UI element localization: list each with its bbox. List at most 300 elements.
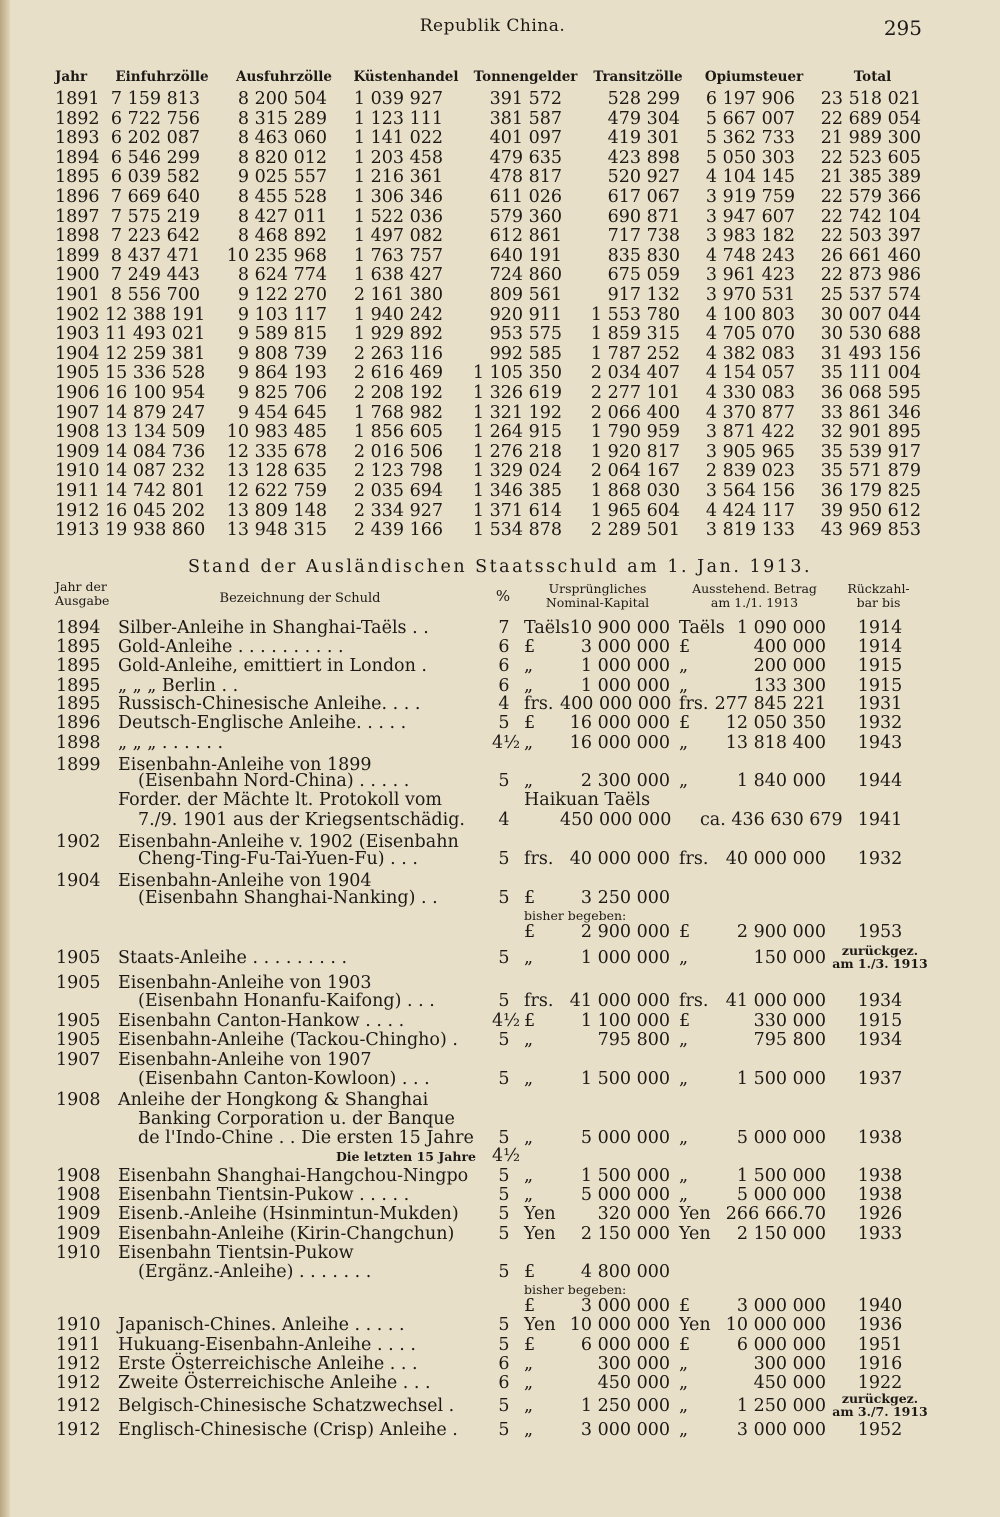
debt-designation-cell: Eisenbahn-Anleihe von 1899 [118, 755, 372, 775]
debt-nominal-value: 1 000 000 [580, 676, 670, 696]
revenue-value-cell: 690 871 [607, 206, 680, 227]
revenue-row [0, 128, 1000, 148]
revenue-value-cell: 10 235 968 [226, 245, 327, 266]
debt-outstanding-currency: £ [679, 713, 691, 733]
revenue-year-cell: 1907 [55, 402, 100, 423]
debt-percent-cell: 5 [498, 1069, 510, 1089]
debt-row [0, 849, 1000, 869]
debt-repayable-cell: 1934 [857, 991, 903, 1011]
debt-percent-cell: 6 [498, 676, 510, 696]
revenue-row [0, 501, 1000, 521]
debt-outstanding-currency: „ [679, 733, 689, 753]
revenue-year-cell: 1902 [55, 304, 100, 325]
revenue-row [0, 305, 1000, 325]
revenue-value-cell: 3 983 182 [705, 226, 795, 247]
debt-designation-cell: Staats-Anleihe . . . . . . . . . [118, 948, 348, 968]
revenue-row [0, 344, 1000, 364]
debt-nominal-value: 1 000 000 [580, 948, 670, 968]
revenue-value-cell: 16 100 954 [105, 383, 206, 403]
debt-repayable-cell: 1937 [857, 1069, 903, 1089]
revenue-value-cell: 13 128 635 [226, 461, 327, 482]
debt-percent-cell: 5 [498, 1166, 510, 1186]
revenue-year-cell: 1910 [55, 461, 100, 482]
debt-outstanding-currency: £ [679, 1335, 691, 1355]
debt-designation-cell: Deutsch-Englische Anleihe. . . . . [118, 713, 407, 733]
revenue-value-cell: 33 861 346 [820, 402, 921, 423]
debt-nominal-currency: „ [524, 948, 534, 968]
revenue-value-cell: 9 589 815 [237, 324, 327, 345]
revenue-value-cell: 14 742 801 [105, 481, 206, 501]
revenue-value-cell: 2 839 023 [705, 461, 795, 482]
debt-year-cell: 1905 [56, 948, 101, 968]
revenue-value-cell: 7 223 642 [110, 226, 200, 247]
revenue-value-cell: 391 572 [489, 89, 562, 109]
revenue-year-cell: 1894 [55, 147, 100, 168]
debt-outstanding-currency: „ [679, 1128, 689, 1148]
revenue-value-cell: 30 530 688 [820, 324, 921, 345]
debt-nominal-currency: „ [524, 1128, 534, 1148]
revenue-value-cell: 611 026 [489, 187, 562, 207]
revenue-value-cell: 528 299 [607, 89, 680, 109]
debt-designation-cell: Eisenbahn-Anleihe von 1903 [118, 973, 372, 993]
debt-percent-cell: 5 [498, 1262, 510, 1282]
revenue-value-cell: 8 455 528 [237, 187, 327, 207]
debt-nominal-currency: Taëls [524, 618, 570, 638]
revenue-value-cell: 25 537 574 [820, 285, 921, 305]
debt-year-cell: 1912 [56, 1354, 101, 1374]
debt-header-nominal-line: Ursprüngliches [548, 581, 647, 596]
debt-nominal-value: 450 000 [597, 1373, 670, 1393]
revenue-row [0, 285, 1000, 305]
debt-nominal-currency: „ [524, 1185, 534, 1205]
debt-designation-cell: Gold-Anleihe, emittiert in London . [118, 656, 427, 676]
debt-designation-cell: de l'Indo-Chine . . Die ersten 15 Jahre [138, 1128, 474, 1148]
revenue-value-cell: 11 493 021 [105, 324, 206, 345]
revenue-value-cell: 6 546 299 [110, 147, 200, 168]
revenue-year-cell: 1911 [55, 481, 100, 501]
revenue-row [0, 461, 1000, 481]
revenue-value-cell: 1 306 346 [353, 187, 443, 207]
revenue-header-cell: Tonnengelder [473, 69, 578, 85]
revenue-row [0, 148, 1000, 168]
revenue-year-cell: 1897 [55, 206, 100, 227]
debt-designation-cell: (Eisenbahn Shanghai-Nanking) . . [138, 888, 438, 908]
debt-nominal-currency: Yen [524, 1315, 556, 1335]
revenue-value-cell: 9 122 270 [237, 285, 327, 305]
debt-nominal-currency: „ [524, 1373, 534, 1393]
debt-repayable-note: zurückgez. [841, 943, 919, 958]
debt-outstanding-currency: „ [679, 1185, 689, 1205]
debt-designation-cell: Eisenbahn-Anleihe v. 1902 (Eisenbahn [118, 832, 459, 852]
revenue-value-cell: 2 263 116 [353, 343, 443, 364]
debt-row [0, 618, 1000, 638]
debt-percent-cell: 6 [498, 1373, 510, 1393]
revenue-value-cell: 2 334 927 [353, 500, 443, 521]
debt-designation-cell: Eisenbahn-Anleihe (Kirin-Changchun) [118, 1224, 455, 1244]
debt-header-repayable [0, 579, 1000, 612]
revenue-year-cell: 1905 [55, 363, 100, 384]
revenue-value-cell: 4 424 117 [705, 500, 795, 521]
revenue-row [0, 187, 1000, 207]
revenue-value-cell: 1 856 605 [353, 422, 443, 443]
debt-nominal-currency: „ [524, 676, 534, 696]
debt-nominal-value: 300 000 [597, 1354, 670, 1374]
debt-nominal-currency: „ [524, 1396, 534, 1416]
revenue-value-cell: 8 820 012 [237, 147, 327, 168]
debt-designation-cell: Eisenbahn-Anleihe von 1904 [118, 871, 372, 891]
revenue-value-cell: 2 035 694 [353, 481, 443, 501]
revenue-value-cell: 419 301 [607, 128, 680, 149]
debt-nominal-currency: frs. [524, 694, 554, 714]
revenue-value-cell: 43 969 853 [820, 520, 921, 541]
debt-year-cell: 1912 [56, 1396, 101, 1416]
debt-designation-cell: Cheng-Ting-Fu-Tai-Yuen-Fu) . . . [138, 849, 418, 869]
debt-outstanding-value: 200 000 [753, 656, 826, 676]
debt-designation-cell: Hukuang-Eisenbahn-Anleihe . . . . [118, 1335, 416, 1355]
revenue-value-cell: 1 123 111 [353, 108, 443, 129]
revenue-value-cell: 2 161 380 [353, 285, 443, 305]
debt-repayable-cell: 1932 [857, 713, 903, 733]
revenue-value-cell: 8 427 011 [237, 206, 327, 227]
page-number: 295 [883, 16, 922, 40]
revenue-value-cell: 13 948 315 [226, 520, 327, 541]
revenue-value-cell: 2 208 192 [353, 383, 443, 403]
debt-designation-cell: Gold-Anleihe . . . . . . . . . . [118, 637, 344, 657]
revenue-value-cell: 917 132 [607, 285, 680, 305]
debt-percent-cell: 5 [498, 771, 510, 791]
debt-year-cell: 1908 [56, 1090, 101, 1110]
revenue-header-cell: Ausfuhrzölle [236, 69, 332, 85]
revenue-value-cell: 35 571 879 [820, 461, 921, 482]
debt-row [0, 733, 1000, 753]
debt-nominal-currency: frs. [524, 991, 554, 1011]
revenue-year-cell: 1909 [55, 441, 100, 462]
revenue-header-row [0, 67, 1000, 87]
debt-repayable-cell: 1951 [857, 1335, 903, 1355]
debt-year-cell: 1912 [56, 1420, 101, 1440]
debt-row [0, 1185, 1000, 1205]
debt-nominal-currency: £ [524, 1011, 536, 1031]
revenue-row [0, 246, 1000, 266]
revenue-header-cell: Jahr [55, 69, 88, 85]
revenue-row [0, 207, 1000, 227]
revenue-value-cell: 30 007 044 [820, 304, 921, 325]
revenue-value-cell: 1 522 036 [353, 206, 443, 227]
revenue-value-cell: 1 329 024 [472, 461, 562, 482]
revenue-value-cell: 1 371 614 [472, 500, 562, 521]
debt-outstanding-value: 150 000 [753, 948, 826, 968]
revenue-value-cell: 1 346 385 [472, 481, 562, 501]
debt-designation-cell: Russisch-Chinesische Anleihe. . . . [118, 694, 421, 714]
revenue-value-cell: 9 103 117 [237, 304, 327, 325]
revenue-row [0, 481, 1000, 501]
debt-year-cell: 1899 [56, 755, 101, 775]
revenue-value-cell: 1 768 982 [353, 402, 443, 423]
debt-outstanding-value: 1 500 000 [736, 1069, 826, 1089]
debt-outstanding-value: 300 000 [753, 1354, 826, 1374]
debt-percent-cell: 5 [498, 713, 510, 733]
debt-outstanding-value: 133 300 [753, 676, 826, 696]
debt-row [0, 676, 1000, 696]
debt-nominal-value: 1 500 000 [580, 1069, 670, 1089]
debt-nominal-currency: „ [524, 1420, 534, 1440]
debt-outstanding-value: 400 000 [753, 637, 826, 657]
revenue-value-cell: 3 919 759 [705, 187, 795, 207]
revenue-value-cell: 8 624 774 [237, 265, 327, 286]
revenue-value-cell: 8 556 700 [110, 285, 200, 305]
debt-outstanding-currency: £ [679, 922, 691, 942]
revenue-value-cell: 12 335 678 [226, 441, 327, 462]
revenue-value-cell: 22 689 054 [820, 108, 921, 129]
revenue-value-cell: 4 154 057 [705, 363, 795, 384]
debt-outstanding-currency: „ [679, 1420, 689, 1440]
debt-repayable-cell: 1915 [857, 656, 903, 676]
revenue-value-cell: 953 575 [489, 324, 562, 345]
revenue-value-cell: 2 034 407 [590, 363, 680, 384]
debt-designation-cell: Anleihe der Hongkong & Shanghai [118, 1090, 429, 1110]
debt-row [0, 1335, 1000, 1355]
revenue-value-cell: 35 111 004 [820, 363, 921, 384]
revenue-header-cell: Total [853, 69, 892, 85]
debt-percent-cell: 4½ [492, 733, 521, 753]
revenue-value-cell: 1 790 959 [590, 422, 680, 443]
debt-nominal-value: 1 000 000 [580, 656, 670, 676]
debt-header-repayable-line: Rückzahl- [847, 581, 910, 596]
debt-nominal-currency: „ [524, 1354, 534, 1374]
debt-year-cell: 1912 [56, 1373, 101, 1393]
debt-repayable-cell: 1933 [857, 1224, 903, 1244]
revenue-value-cell: 8 200 504 [237, 89, 327, 109]
revenue-value-cell: 7 159 813 [110, 89, 200, 109]
debt-nominal-value: 16 000 000 [569, 713, 670, 733]
revenue-value-cell: 12 622 759 [226, 481, 327, 501]
debt-nominal-value: 2 900 000 [580, 922, 670, 942]
revenue-value-cell: 6 202 087 [110, 128, 200, 149]
revenue-value-cell: 22 503 397 [820, 226, 921, 247]
debt-outstanding-currency: £ [679, 637, 691, 657]
debt-percent-cell: 5 [498, 948, 510, 968]
revenue-value-cell: 1 868 030 [590, 481, 680, 501]
revenue-value-cell: 2 289 501 [590, 520, 680, 541]
revenue-value-cell: 15 336 528 [105, 363, 206, 384]
revenue-value-cell: 1 940 242 [353, 304, 443, 325]
debt-row [0, 1224, 1000, 1244]
debt-outstanding-value: 795 800 [753, 1030, 826, 1050]
revenue-header-cell: Opiumsteuer [704, 69, 804, 85]
revenue-value-cell: 1 105 350 [472, 363, 562, 384]
debt-outstanding-currency: „ [679, 771, 689, 791]
revenue-value-cell: 4 370 877 [705, 402, 795, 423]
revenue-value-cell: 4 104 145 [705, 167, 795, 188]
debt-row [0, 943, 1000, 971]
revenue-value-cell: 8 463 060 [237, 128, 327, 149]
debt-repayable-cell: 1941 [857, 810, 903, 830]
revenue-value-cell: 3 905 965 [705, 441, 795, 462]
debt-designation-cell: Eisenbahn-Anleihe von 1907 [118, 1050, 372, 1070]
debt-row [0, 1030, 1000, 1050]
debt-percent-cell: 7 [498, 618, 510, 638]
revenue-header-cell: Einfuhrzölle [115, 69, 209, 85]
debt-row [0, 1128, 1000, 1148]
debt-designation-cell: Eisenbahn Tientsin-Pukow . . . . . [118, 1185, 410, 1205]
debt-row [0, 1391, 1000, 1419]
debt-year-cell: 1894 [56, 618, 101, 638]
debt-repayable-cell: 1922 [857, 1373, 903, 1393]
revenue-row [0, 265, 1000, 285]
revenue-value-cell: 5 362 733 [705, 128, 795, 149]
debt-year-cell: 1910 [56, 1315, 101, 1335]
debt-year-cell: 1905 [56, 1011, 101, 1031]
debt-repayable-cell: 1915 [857, 1011, 903, 1031]
debt-row [0, 1373, 1000, 1393]
revenue-year-cell: 1900 [55, 265, 100, 286]
revenue-value-cell: 640 191 [489, 245, 562, 266]
debt-nominal-value: 41 000 000 [569, 991, 670, 1011]
revenue-value-cell: 617 067 [607, 187, 680, 207]
revenue-value-cell: 2 616 469 [353, 363, 443, 384]
debt-outstanding-value: 450 000 [753, 1373, 826, 1393]
debt-percent-cell: 5 [498, 1224, 510, 1244]
debt-row [0, 1204, 1000, 1224]
debt-repayable-cell: 1940 [857, 1296, 903, 1316]
revenue-value-cell: 22 523 605 [820, 147, 921, 168]
revenue-value-cell: 4 748 243 [705, 245, 795, 266]
revenue-row [0, 442, 1000, 462]
debt-designation-cell: (Eisenbahn Canton-Kowloon) . . . [138, 1069, 430, 1089]
debt-row [0, 1069, 1000, 1089]
revenue-value-cell: 8 437 471 [110, 245, 200, 266]
debt-row [0, 637, 1000, 657]
revenue-value-cell: 7 575 219 [110, 206, 200, 227]
debt-nominal-value: 3 250 000 [580, 888, 670, 908]
debt-year-cell: 1907 [56, 1050, 101, 1070]
revenue-value-cell: 14 084 736 [105, 441, 206, 462]
debt-year-cell: 1910 [56, 1243, 101, 1263]
debt-nominal-value: 16 000 000 [569, 733, 670, 753]
debt-year-cell: 1898 [56, 733, 101, 753]
debt-nominal-value: 450 000 000 [560, 810, 672, 830]
debt-outstanding-currency: „ [679, 656, 689, 676]
debt-designation-cell: Die letzten 15 Jahre [335, 1149, 476, 1164]
debt-designation-cell: „ „ „ Berlin . . [118, 676, 239, 696]
debt-nominal-currency: „ [524, 656, 534, 676]
debt-outstanding-currency: „ [679, 948, 689, 968]
revenue-value-cell: 35 539 917 [820, 441, 921, 462]
debt-nominal-value: 3 000 000 [580, 1420, 670, 1440]
revenue-value-cell: 479 635 [489, 147, 562, 168]
revenue-value-cell: 3 947 607 [705, 206, 795, 227]
debt-outstanding-currency: „ [679, 676, 689, 696]
revenue-value-cell: 7 249 443 [110, 265, 200, 286]
debt-row [0, 713, 1000, 733]
revenue-value-cell: 612 861 [489, 226, 562, 247]
debt-year-cell: 1895 [56, 637, 101, 657]
debt-outstanding-value: 41 000 000 [725, 991, 826, 1011]
revenue-value-cell: 8 315 289 [237, 108, 327, 129]
debt-header-outstanding-line: Ausstehend. Betrag [692, 581, 817, 596]
debt-outstanding-value: 5 000 000 [736, 1185, 826, 1205]
debt-designation-cell: Eisenbahn Shanghai-Hangchou-Ningpo [118, 1166, 469, 1186]
debt-repayable-cell: 1936 [857, 1315, 903, 1335]
debt-row [0, 694, 1000, 714]
debt-repayable-cell: 1915 [857, 676, 903, 696]
revenue-value-cell: 22 579 366 [820, 187, 921, 207]
revenue-value-cell: 1 965 604 [590, 500, 680, 521]
debt-percent-cell: 5 [498, 1030, 510, 1050]
revenue-value-cell: 809 561 [489, 285, 562, 305]
revenue-year-cell: 1904 [55, 343, 100, 364]
debt-row [0, 810, 1000, 830]
revenue-year-cell: 1892 [55, 108, 100, 129]
debt-outstanding-currency: Taëls [679, 618, 725, 638]
revenue-value-cell: 1 534 878 [472, 520, 562, 541]
debt-designation-cell: Eisenbahn Tientsin-Pukow [118, 1243, 354, 1263]
debt-outstanding-currency: „ [679, 1030, 689, 1050]
debt-outstanding-currency: £ [679, 1296, 691, 1316]
debt-percent-cell: 4½ [492, 1146, 521, 1166]
debt-nominal-value: 400 000 000 [560, 694, 672, 714]
debt-designation-cell: (Ergänz.-Anleihe) . . . . . . . [138, 1262, 372, 1282]
revenue-year-cell: 1901 [55, 285, 100, 305]
debt-nominal-currency: £ [524, 1296, 536, 1316]
revenue-year-cell: 1906 [55, 383, 100, 403]
revenue-value-cell: 10 983 485 [226, 422, 327, 443]
debt-repayable-cell: 1952 [857, 1420, 903, 1440]
revenue-row [0, 383, 1000, 403]
debt-repayable-cell: 1938 [857, 1185, 903, 1205]
revenue-value-cell: 4 382 083 [705, 343, 795, 364]
revenue-value-cell: 39 950 612 [820, 500, 921, 521]
revenue-value-cell: 1 920 817 [590, 441, 680, 462]
debt-header-designation-text: Bezeichnung der Schuld [219, 591, 381, 606]
debt-year-cell: 1905 [56, 1030, 101, 1050]
revenue-value-cell: 1 553 780 [590, 304, 680, 325]
revenue-value-cell: 13 134 509 [105, 422, 206, 443]
revenue-value-cell: 32 901 895 [820, 422, 921, 443]
debt-outstanding-value: 2 900 000 [736, 922, 826, 942]
debt-nominal-currency: £ [524, 888, 536, 908]
revenue-value-cell: 478 817 [489, 167, 562, 188]
debt-outstanding-value: 13 818 400 [725, 733, 826, 753]
debt-designation-cell: Englisch-Chinesische (Crisp) Anleihe . [118, 1420, 458, 1440]
revenue-row [0, 403, 1000, 423]
debt-nominal-value: 3 000 000 [580, 637, 670, 657]
debt-nominal-value: 6 000 000 [580, 1335, 670, 1355]
revenue-value-cell: 16 045 202 [105, 500, 206, 521]
debt-outstanding-value: 277 845 221 [714, 694, 826, 714]
revenue-row [0, 226, 1000, 246]
debt-header-outstanding-line: am 1./1. 1913 [710, 595, 799, 610]
revenue-value-cell: 19 938 860 [105, 520, 206, 541]
revenue-value-cell: 4 705 070 [705, 324, 795, 345]
debt-repayable-note-date: am 3./7. 1913 [832, 1404, 928, 1419]
revenue-value-cell: 920 911 [489, 304, 562, 325]
debt-row [0, 1090, 1000, 1110]
revenue-value-cell: 13 809 148 [226, 500, 327, 521]
revenue-value-cell: 2 123 798 [353, 461, 443, 482]
revenue-value-cell: 1 638 427 [353, 265, 443, 286]
debt-header-nominal-line: Nominal-Kapital [545, 595, 650, 610]
debt-nominal-value: 1 500 000 [580, 1166, 670, 1186]
debt-nominal-currency: £ [524, 637, 536, 657]
debt-section-title: Stand der Ausländischen Staatsschuld am 1. Jan. 1913. [187, 557, 813, 577]
debt-percent-cell: 4 [498, 694, 510, 714]
debt-percent-cell: 4 [498, 810, 510, 830]
debt-row [0, 790, 1000, 810]
debt-year-cell: 1908 [56, 1185, 101, 1205]
revenue-value-cell: 9 454 645 [237, 402, 327, 423]
debt-row [0, 1354, 1000, 1374]
